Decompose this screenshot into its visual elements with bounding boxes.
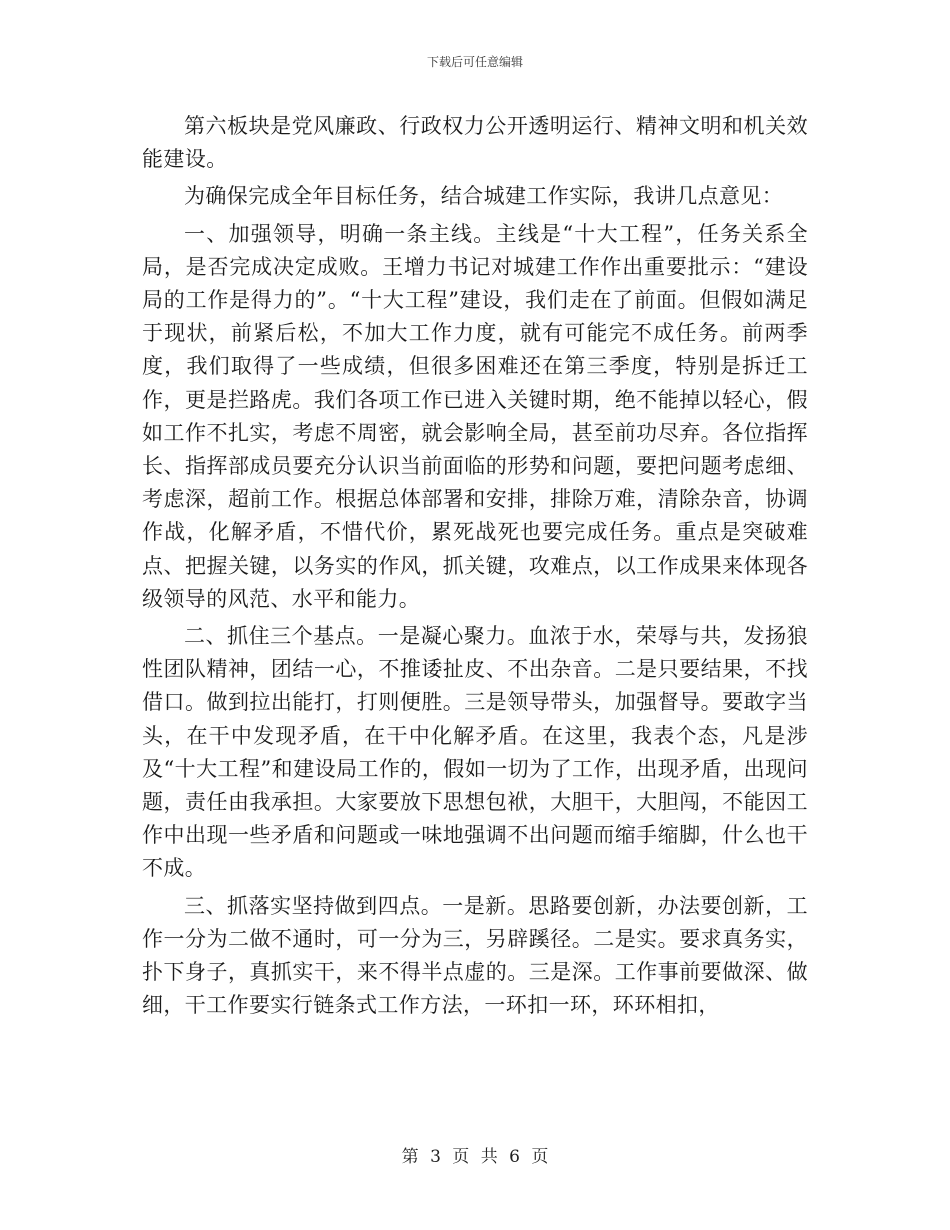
paragraph-opinions-lead: 为确保完成全年目标任务，结合城建工作实际，我讲几点意见： (184, 184, 784, 209)
paragraph-point-one: 一、加强领导，明确一条主线。主线是“十大工程”，任务关系全局，是否完成决定成败。王增力书记对城建工作作出重要批示：“建设局的工作是得力的”。“十大工程”建设，我们走在了前面。但假如满足于现状，前紧后松，不加大工作力度，就有可能完不成任务。前两季度，我们取得了一些成绩，但很多困难还在第三季度，特别是拆迁工作，更是拦路虎。我们各项工作已进入关键时期，绝不能掉以轻心，假如工作不扎实，考虑不周密，就会影响全局，甚至前功尽弃。各位指挥长、指挥部成员要充分认识当前面临的形势和问题，要把问题考虑细、考虑深，超前工作。根据总体部署和安排，排除万难，清除杂音，协调作战，化解矛盾，不惜代价，累死战死也要完成任务。重点是突破难点、把握关键，以务实的作风，抓关键，攻难点，以工作成果来体现各级领导的风范、水平和能力。 (142, 221, 808, 611)
page-header-note: 下载后可任意编辑 (426, 55, 523, 69)
paragraph-point-three: 三、抓落实坚持做到四点。一是新。思路要创新，办法要创新，工作一分为二做不通时，可一分为三，另辟蹊径。二是实。要求真务实，扑下身子，真抓实干，来不得半点虚的。三是深。工作事前要做深、做细，干工作要实行链条式工作方法，一环扣一环，环环相扣， (142, 893, 808, 1018)
paragraph-section-intro: 第六板块是党风廉政、行政权力公开透明运行、精神文明和机关效能建设。 (142, 114, 808, 172)
page-number-footer: 第 3 页 共 6 页 (401, 1147, 549, 1167)
paragraph-point-two: 二、抓住三个基点。一是凝心聚力。血浓于水，荣辱与共，发扬狼性团队精神，团结一心，不推诿扯皮、不出杂音。二是只要结果，不找借口。做到拉出能打，打则便胜。三是领导带头，加强督导。要敢字当头，在干中发现矛盾，在干中化解矛盾。在这里，我表个态，凡是涉及“十大工程”和建设局工作的，假如一切为了工作，出现矛盾，出现问题，责任由我承担。大家要放下思想包袱，大胆干，大胆闯，不能因工作中出现一些矛盾和问题或一味地强调不出问题而缩手缩脚，什么也干不成。 (142, 624, 808, 881)
document-body (142, 110, 808, 1026)
